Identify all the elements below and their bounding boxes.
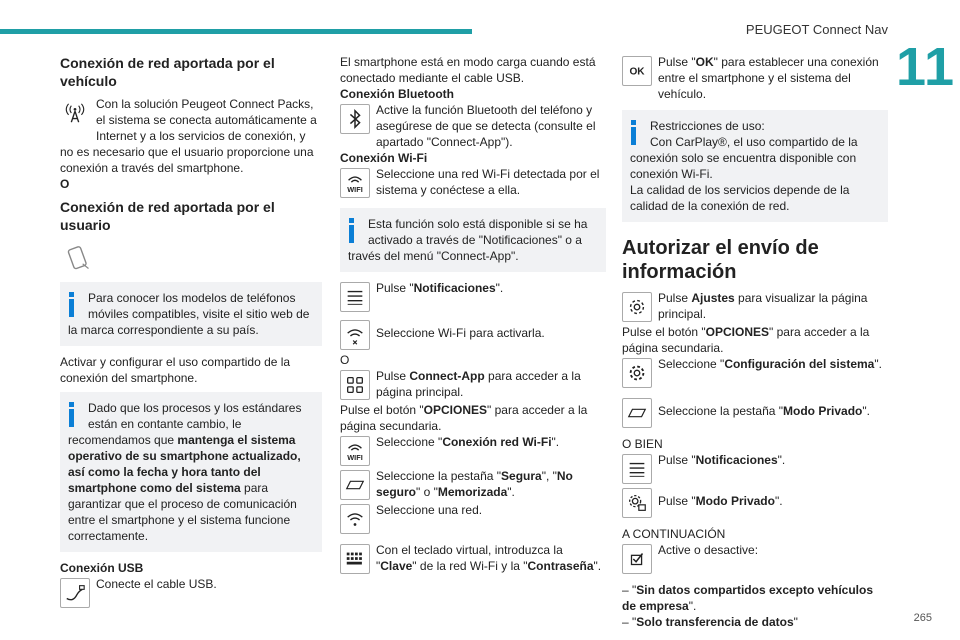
wifi-step (340, 166, 606, 200)
note-restrictions-carplay: Con CarPlay®, el uso compartido de la conexión solo se encuentra disponible con conexión Wi-Fi. (630, 135, 858, 181)
option-no-data-shared: – "Sin datos compartidos excepto vehículos de empresa". (622, 583, 874, 613)
bluetooth-title: Conexión Bluetooth (340, 87, 454, 101)
wifi-icon (340, 504, 370, 534)
bluetooth-step (340, 102, 606, 150)
options-text: Pulse el botón "OPCIONES" para acceder a la página secundaria. (340, 403, 588, 433)
note-restrictions-quality: La calidad de los servicios depende de la calidad de la conexión de red. (630, 183, 850, 213)
smartphone-icon (60, 240, 96, 276)
private-mode-step (622, 486, 888, 520)
private-mode-icon (622, 488, 652, 518)
header-title: PEUGEOT Connect Nav (745, 22, 888, 37)
select-wifi-text: Seleccione Wi-Fi para activarla. (376, 326, 545, 340)
private-mode-tab-text: Seleccione la pestaña "Modo Privado". (658, 404, 870, 418)
info-note-activation (340, 208, 606, 272)
usb-cable-icon (60, 578, 90, 608)
ok-button-icon (622, 56, 652, 86)
system-config-text: Seleccione "Configuración del sistema". (658, 357, 882, 371)
notifications-text-2: Pulse "Notificaciones". (658, 453, 786, 467)
info-note-compatible-phones (60, 282, 322, 346)
tab-icon (340, 470, 370, 500)
note-updates-text: Dado que los procesos y los estándares están en contante cambio, le recomendamos que mantenga el sistema operativo de su smartphone actualizado, así como la fecha y hora tanto del smartphone como del sistema para garantizar que el proceso de comunicación entre el smartphone y el sistema funcione correctamente. (68, 401, 302, 543)
security-tab-text: Seleccione la pestaña "Segura", "No seguro" o "Memorizada". (376, 469, 573, 499)
select-network-text: Seleccione una red. (376, 503, 483, 517)
connect-app-text: Pulse Connect-App para acceder a la página principal. (376, 369, 581, 399)
wifi-icon (340, 320, 370, 350)
apps-grid-icon (340, 370, 370, 400)
private-mode-tab-step (622, 396, 888, 430)
chapter-number: 11 (896, 37, 956, 97)
notifications-icon (622, 454, 652, 484)
heading-vehicle-network: Conexión de red aportada por el vehículo (60, 55, 275, 89)
heading-authorize-info: Autorizar el envío de información (622, 237, 819, 283)
wifi-text-icon (340, 168, 370, 198)
connect-app-step (340, 368, 606, 402)
usb-title: Conexión USB (60, 561, 144, 575)
toggle-text: Active o desactive: (658, 543, 759, 557)
charging-text: El smartphone está en modo carga cuando está conectado mediante el cable USB. (340, 55, 596, 85)
wifi-network-text: Seleccione "Conexión red Wi-Fi". (376, 435, 560, 449)
settings-step (622, 290, 888, 324)
then-label: A CONTINUACIÓN (622, 527, 726, 541)
keyboard-text: Con el teclado virtual, introduzca la "Clave" de la red Wi-Fi y la "Contraseña". (376, 543, 602, 573)
notifications-icon (340, 282, 370, 312)
info-note-restrictions (622, 110, 888, 222)
or-label-2: O (340, 353, 350, 367)
settings-text: Pulse Ajustes para visualizar la página principal. (658, 291, 868, 321)
note-restrictions-title: Restricciones de uso: (650, 119, 765, 133)
system-config-icon (622, 358, 652, 388)
private-mode-text: Pulse "Modo Privado". (658, 494, 783, 508)
tab-icon (622, 398, 652, 428)
column-2 (340, 54, 606, 576)
antenna-icon (60, 98, 90, 128)
bluetooth-text: Active la función Bluetooth del teléfono y asegúrese de que se detecta (consulte el apartado "Connect-App"). (376, 103, 596, 149)
system-config-step (622, 356, 888, 390)
options-text-2: Pulse el botón "OPCIONES" para acceder a la página secundaria. (622, 325, 870, 355)
notifications-step-2 (622, 452, 888, 486)
usb-text: Conecte el cable USB. (96, 577, 217, 591)
column-1 (60, 54, 322, 610)
notifications-step (340, 280, 606, 314)
select-network-step (340, 502, 606, 536)
wifi-network-step (340, 434, 606, 468)
info-icon (68, 402, 76, 427)
keyboard-icon (340, 544, 370, 574)
vehicle-network-step (60, 96, 322, 176)
usb-step (60, 576, 322, 610)
info-icon (630, 120, 638, 145)
bluetooth-icon (340, 104, 370, 134)
info-icon (68, 292, 76, 317)
info-icon (348, 218, 356, 243)
settings-gear-icon (622, 292, 652, 322)
wifi-text-icon (340, 436, 370, 466)
svg-text:WIFI: WIFI (347, 185, 363, 194)
column-3 (622, 54, 888, 630)
note-compatible-phones-text: Para conocer los modelos de teléfonos móviles compatibles, visite el sitio web de la marca correspondiente a su país. (68, 291, 310, 337)
svg-text:WIFI: WIFI (347, 453, 363, 462)
ok-step (622, 54, 888, 102)
or-label: O (60, 177, 70, 191)
activate-sharing-text: Activar y configurar el uso compartido de la conexión del smartphone. (60, 355, 291, 385)
security-tab-step (340, 468, 606, 502)
info-note-updates (60, 392, 322, 552)
header-accent-bar (0, 29, 472, 34)
or-else-label: O BIEN (622, 437, 663, 451)
toggle-step (622, 542, 888, 576)
wifi-text: Seleccione una red Wi-Fi detectada por el sistema y conéctese a ella. (376, 167, 600, 197)
page-number: 265 (913, 612, 932, 624)
heading-user-network: Conexión de red aportada por el usuario (60, 199, 275, 233)
wifi-title: Conexión Wi-Fi (340, 151, 428, 165)
note-activation-text: Esta función solo está disponible si se ha activado a través de "Notificaciones" o a través del menú "Connect-App". (348, 217, 588, 263)
ok-text: Pulse "OK" para establecer una conexión entre el smartphone y el sistema del vehículo. (658, 55, 879, 101)
svg-text:OK: OK (629, 66, 645, 78)
option-data-transfer-only: – "Solo transferencia de datos" (622, 615, 798, 629)
select-wifi-step (340, 318, 606, 352)
checkbox-icon (622, 544, 652, 574)
keyboard-step (340, 542, 606, 576)
notifications-text: Pulse "Notificaciones". (376, 281, 504, 295)
vehicle-network-text: Con la solución Peugeot Connect Packs, el sistema se conecta automáticamente a Internet y a los servicios de conexión, y no es necesario que el usuario proporcione una conexión a través del smartphone. (60, 97, 317, 175)
